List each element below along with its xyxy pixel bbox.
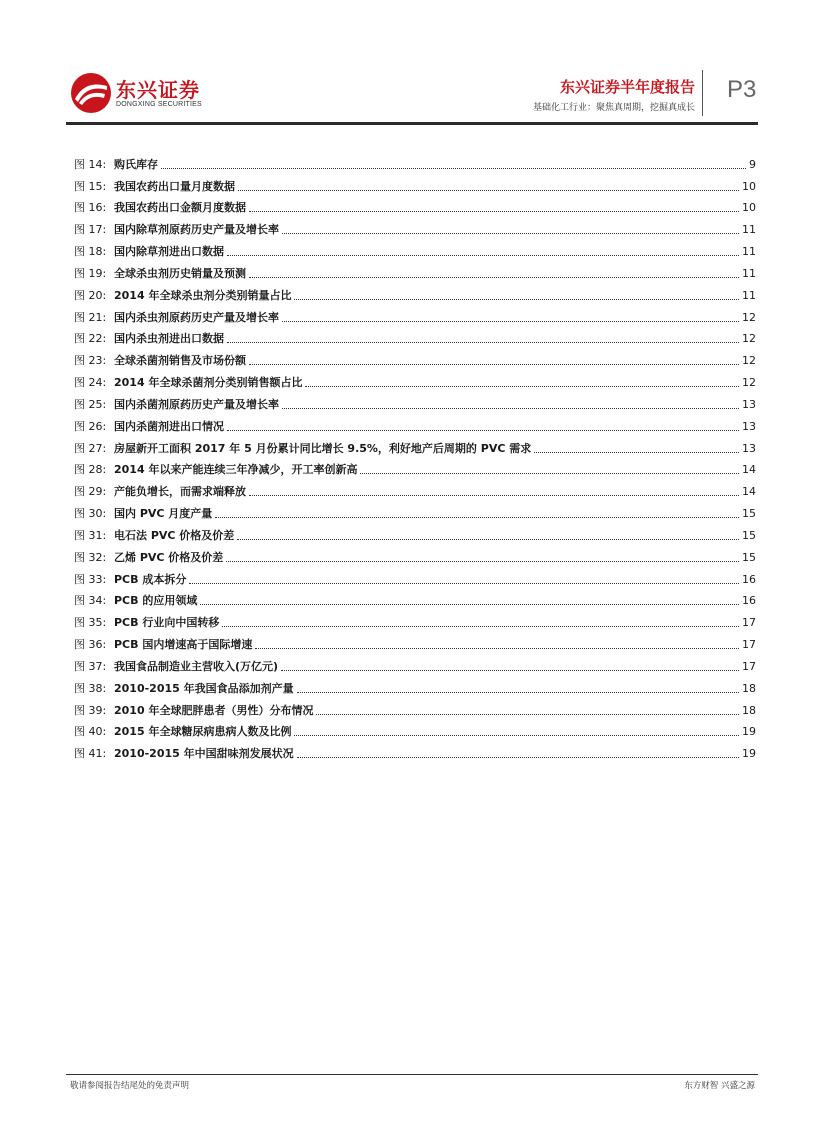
toc-page-number: 11 (742, 223, 756, 237)
toc-row[interactable] (74, 477, 756, 499)
toc-figure-number: 图 18: (74, 245, 107, 259)
toc-row[interactable] (74, 412, 756, 434)
toc-figure-title: PCB 成本拆分 (114, 572, 187, 586)
toc-row[interactable] (74, 696, 756, 718)
toc-dot-leader (215, 516, 739, 518)
toc-figure-title: 2010-2015 年我国食品添加剂产量 (114, 681, 294, 695)
toc-page-number: 11 (742, 288, 756, 302)
toc-row[interactable] (74, 674, 756, 696)
toc-row[interactable] (74, 521, 756, 543)
toc-figure-number: 图 41: (74, 747, 107, 761)
toc-dot-leader (294, 298, 739, 300)
toc-page-number: 16 (742, 572, 756, 586)
toc-page-number: 11 (742, 266, 756, 280)
toc-figure-title: 产能负增长，而需求端释放 (114, 485, 246, 499)
toc-row[interactable] (74, 325, 756, 347)
toc-dot-leader (297, 756, 739, 758)
toc-row[interactable] (74, 390, 756, 412)
page-header (0, 0, 827, 128)
toc-page-number: 18 (742, 681, 756, 695)
toc-figure-title: 2014 年以来产能连续三年净减少，开工率创新高 (114, 463, 358, 477)
toc-dot-leader (222, 625, 739, 627)
toc-row[interactable] (74, 368, 756, 390)
toc-page-number: 13 (742, 397, 756, 411)
toc-dot-leader (189, 582, 739, 584)
logo-chinese-name: 东兴证券 (116, 78, 200, 102)
toc-row[interactable] (74, 456, 756, 478)
report-subtitle: 基础化工行业：聚焦真周期，挖掘真成长 (532, 103, 695, 113)
toc-row[interactable] (74, 194, 756, 216)
toc-figure-title: 国内除草剂原药历史产量及增长率 (114, 223, 279, 237)
toc-page-number: 12 (742, 376, 756, 390)
toc-figure-number: 图 22: (74, 332, 107, 346)
toc-figure-number: 图 33: (74, 572, 107, 586)
toc-dot-leader (161, 167, 746, 169)
toc-row[interactable] (74, 434, 756, 456)
toc-page-number: 19 (742, 725, 756, 739)
toc-figure-title: 我国农药出口量月度数据 (114, 179, 235, 193)
figure-index-list (74, 150, 756, 761)
toc-dot-leader (200, 603, 739, 605)
toc-page-number: 17 (742, 659, 756, 673)
logo-english-name: DONGXING SECURITIES (116, 101, 202, 108)
toc-figure-number: 图 36: (74, 638, 107, 652)
toc-row[interactable] (74, 652, 756, 674)
toc-figure-number: 图 31: (74, 528, 107, 542)
dongxing-logo-icon (70, 72, 112, 114)
toc-dot-leader (255, 647, 739, 649)
toc-figure-title: 全球杀菌剂销售及市场份额 (114, 354, 246, 368)
toc-figure-number: 图 40: (74, 725, 107, 739)
toc-row[interactable] (74, 281, 756, 303)
toc-page-number: 19 (742, 747, 756, 761)
header-rule (66, 122, 758, 125)
toc-figure-number: 图 37: (74, 659, 107, 673)
toc-figure-number: 图 27: (74, 441, 107, 455)
toc-figure-number: 图 26: (74, 419, 107, 433)
toc-page-number: 15 (742, 550, 756, 564)
footer-rule (66, 1074, 758, 1075)
footer-slogan: 东方财智 兴盛之源 (684, 1081, 755, 1091)
toc-figure-number: 图 15: (74, 179, 107, 193)
footer-disclaimer-note: 敬请参阅报告结尾处的免责声明 (70, 1081, 190, 1091)
toc-figure-title: 电石法 PVC 价格及价差 (114, 528, 235, 542)
toc-dot-leader (294, 734, 739, 736)
toc-dot-leader (249, 494, 739, 496)
toc-figure-number: 图 32: (74, 550, 107, 564)
toc-dot-leader (534, 451, 739, 453)
toc-figure-number: 图 14: (74, 157, 107, 171)
toc-figure-number: 图 16: (74, 201, 107, 215)
toc-page-number: 14 (742, 485, 756, 499)
toc-row[interactable] (74, 630, 756, 652)
toc-row[interactable] (74, 303, 756, 325)
toc-page-number: 12 (742, 310, 756, 324)
toc-figure-number: 图 17: (74, 223, 107, 237)
toc-figure-number: 图 23: (74, 354, 107, 368)
toc-dot-leader (316, 713, 739, 715)
toc-page-number: 10 (742, 179, 756, 193)
toc-page-number: 10 (742, 201, 756, 215)
toc-row[interactable] (74, 718, 756, 740)
toc-figure-number: 图 29: (74, 485, 107, 499)
toc-page-number: 16 (742, 594, 756, 608)
toc-page-number: 12 (742, 332, 756, 346)
toc-page-number: 18 (742, 703, 756, 717)
toc-dot-leader (238, 189, 739, 191)
toc-row[interactable] (74, 150, 756, 172)
toc-figure-number: 图 19: (74, 266, 107, 280)
toc-figure-number: 图 21: (74, 310, 107, 324)
toc-page-number: 17 (742, 616, 756, 630)
toc-page-number: 11 (742, 245, 756, 259)
toc-dot-leader (237, 538, 739, 540)
toc-figure-number: 图 28: (74, 463, 107, 477)
toc-row[interactable] (74, 543, 756, 565)
toc-row[interactable] (74, 587, 756, 609)
toc-dot-leader (282, 320, 739, 322)
toc-figure-title: 2010 年全球肥胖患者（男性）分布情况 (114, 703, 314, 717)
toc-figure-title: 2014 年全球杀虫剂分类别销量占比 (114, 288, 292, 302)
toc-row[interactable] (74, 346, 756, 368)
toc-row[interactable] (74, 215, 756, 237)
toc-dot-leader (297, 691, 739, 693)
toc-dot-leader (281, 669, 739, 671)
toc-figure-number: 图 38: (74, 681, 107, 695)
toc-dot-leader (249, 210, 739, 212)
toc-row[interactable] (74, 172, 756, 194)
toc-page-number: 12 (742, 354, 756, 368)
toc-dot-leader (305, 385, 739, 387)
toc-row[interactable] (74, 608, 756, 630)
toc-dot-leader (226, 560, 739, 562)
toc-figure-title: 全球杀虫剂历史销量及预测 (114, 266, 246, 280)
toc-row[interactable] (74, 739, 756, 761)
toc-figure-number: 图 34: (74, 594, 107, 608)
toc-figure-title: 乙烯 PVC 价格及价差 (114, 550, 224, 564)
toc-page-number: 13 (742, 441, 756, 455)
toc-figure-number: 图 20: (74, 288, 107, 302)
toc-figure-title: 国内杀虫剂原药历史产量及增长率 (114, 310, 279, 324)
toc-page-number: 14 (742, 463, 756, 477)
toc-figure-title: 我国农药出口金额月度数据 (114, 201, 246, 215)
toc-page-number: 9 (749, 157, 756, 171)
toc-dot-leader (282, 407, 739, 409)
toc-figure-title: PCB 行业向中国转移 (114, 616, 220, 630)
header-divider (702, 70, 703, 116)
toc-dot-leader (227, 341, 739, 343)
toc-figure-title: 国内 PVC 月度产量 (114, 507, 213, 521)
toc-figure-number: 图 39: (74, 703, 107, 717)
toc-figure-title: 国内杀菌剂进出口情况 (114, 419, 224, 433)
toc-figure-title: 国内杀菌剂原药历史产量及增长率 (114, 397, 279, 411)
toc-figure-title: PCB 的应用领域 (114, 594, 198, 608)
toc-figure-title: 2014 年全球杀菌剂分类别销售额占比 (114, 376, 303, 390)
toc-figure-number: 图 25: (74, 397, 107, 411)
toc-dot-leader (249, 363, 739, 365)
toc-figure-title: 2010-2015 年中国甜味剂发展状况 (114, 747, 294, 761)
report-title: 东兴证券半年度报告 (559, 78, 695, 96)
toc-dot-leader (249, 276, 739, 278)
toc-dot-leader (227, 254, 739, 256)
toc-figure-number: 图 24: (74, 376, 107, 390)
page-number: P3 (727, 76, 757, 103)
toc-figure-title: 2015 年全球糖尿病患病人数及比例 (114, 725, 292, 739)
toc-figure-number: 图 35: (74, 616, 107, 630)
toc-figure-title: PCB 国内增速高于国际增速 (114, 638, 253, 652)
toc-figure-title: 国内杀虫剂进出口数据 (114, 332, 224, 346)
toc-page-number: 15 (742, 507, 756, 521)
toc-figure-title: 我国食品制造业主营收入(万亿元) (114, 659, 279, 673)
toc-row[interactable] (74, 499, 756, 521)
toc-page-number: 17 (742, 638, 756, 652)
toc-dot-leader (282, 232, 739, 234)
toc-row[interactable] (74, 259, 756, 281)
toc-figure-title: 国内除草剂进出口数据 (114, 245, 224, 259)
toc-dot-leader (227, 429, 739, 431)
toc-row[interactable] (74, 237, 756, 259)
toc-figure-title: 购氏库存 (114, 157, 158, 171)
toc-row[interactable] (74, 565, 756, 587)
toc-figure-number: 图 30: (74, 507, 107, 521)
toc-page-number: 15 (742, 528, 756, 542)
toc-page-number: 13 (742, 419, 756, 433)
toc-dot-leader (360, 472, 739, 474)
toc-figure-title: 房屋新开工面积 2017 年 5 月份累计同比增长 9.5%，利好地产后周期的 PVC 需求 (114, 441, 532, 455)
